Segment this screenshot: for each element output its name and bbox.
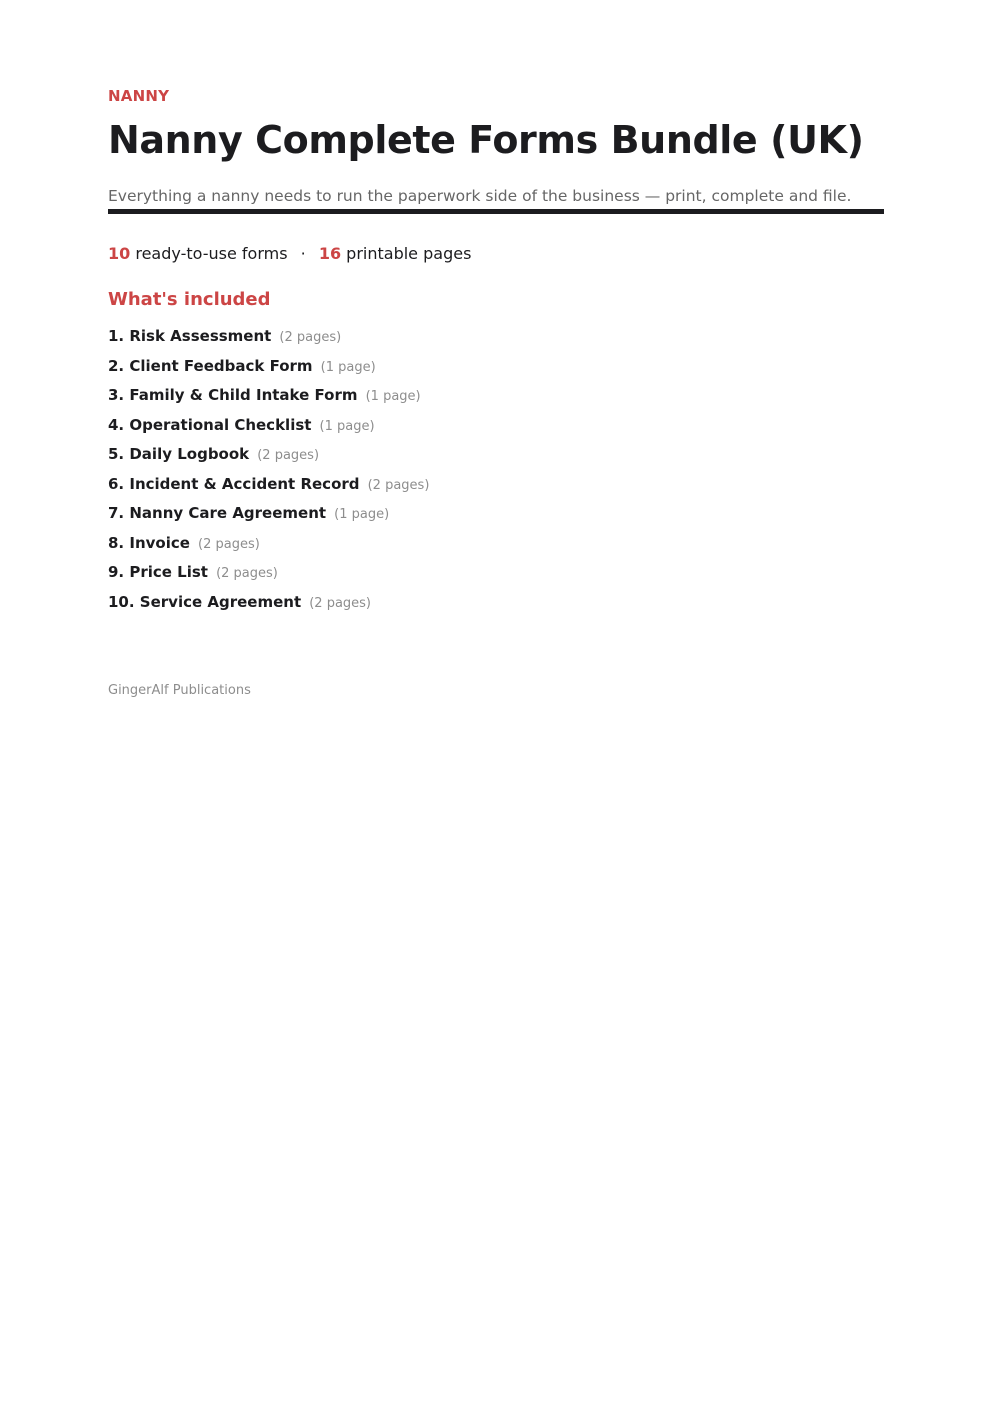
item-pages: (2 pages) [198, 536, 260, 552]
included-list [108, 324, 884, 619]
item-pages: (2 pages) [257, 448, 320, 463]
item-label: 7. Nanny Care Agreement [108, 504, 327, 522]
list-item [108, 560, 884, 590]
list-item [108, 383, 884, 413]
item-pages: (1 page) [334, 507, 390, 522]
item-label: 5. Daily Logbook [108, 445, 250, 463]
item-label: 9. Price List [108, 563, 208, 581]
item-pages: (1 page) [365, 389, 421, 404]
publisher-footer: GingerAlf Publications [108, 683, 251, 698]
category-kicker: NANNY [108, 87, 170, 105]
page-title: Nanny Complete Forms Bundle (UK) [108, 118, 864, 162]
item-pages: (1 page) [320, 359, 376, 375]
pages-count: 16 [318, 244, 342, 263]
item-pages: (1 page) [319, 418, 375, 434]
item-label: 6. Incident & Accident Record [108, 474, 360, 493]
forms-label: ready-to-use forms [135, 244, 288, 263]
item-pages: (2 pages) [279, 330, 342, 345]
list-item [108, 354, 884, 384]
stats-separator: · [300, 244, 306, 263]
list-item [108, 324, 884, 354]
forms-count: 10 [108, 244, 131, 263]
list-item [108, 590, 884, 620]
pages-label: printable pages [346, 244, 472, 263]
item-pages: (2 pages) [309, 595, 372, 611]
page-subtitle: Everything a nanny needs to run the paperwork side of the business — print, complete and file. [108, 185, 884, 214]
item-label: 2. Client Feedback Form [108, 356, 313, 375]
item-label: 4. Operational Checklist [108, 415, 312, 434]
list-item [108, 413, 884, 443]
list-item [108, 531, 884, 561]
included-heading: What's included [108, 289, 271, 310]
item-pages: (2 pages) [216, 566, 278, 581]
item-pages: (2 pages) [367, 477, 430, 493]
list-item [108, 442, 884, 472]
item-label: 1. Risk Assessment [108, 327, 272, 345]
list-item [108, 472, 884, 502]
document-page [108, 86, 884, 635]
item-label: 10. Service Agreement [108, 592, 302, 611]
item-label: 3. Family & Child Intake Form [108, 386, 358, 404]
list-item [108, 501, 884, 531]
item-label: 8. Invoice [108, 533, 190, 552]
bundle-stats [108, 242, 884, 266]
